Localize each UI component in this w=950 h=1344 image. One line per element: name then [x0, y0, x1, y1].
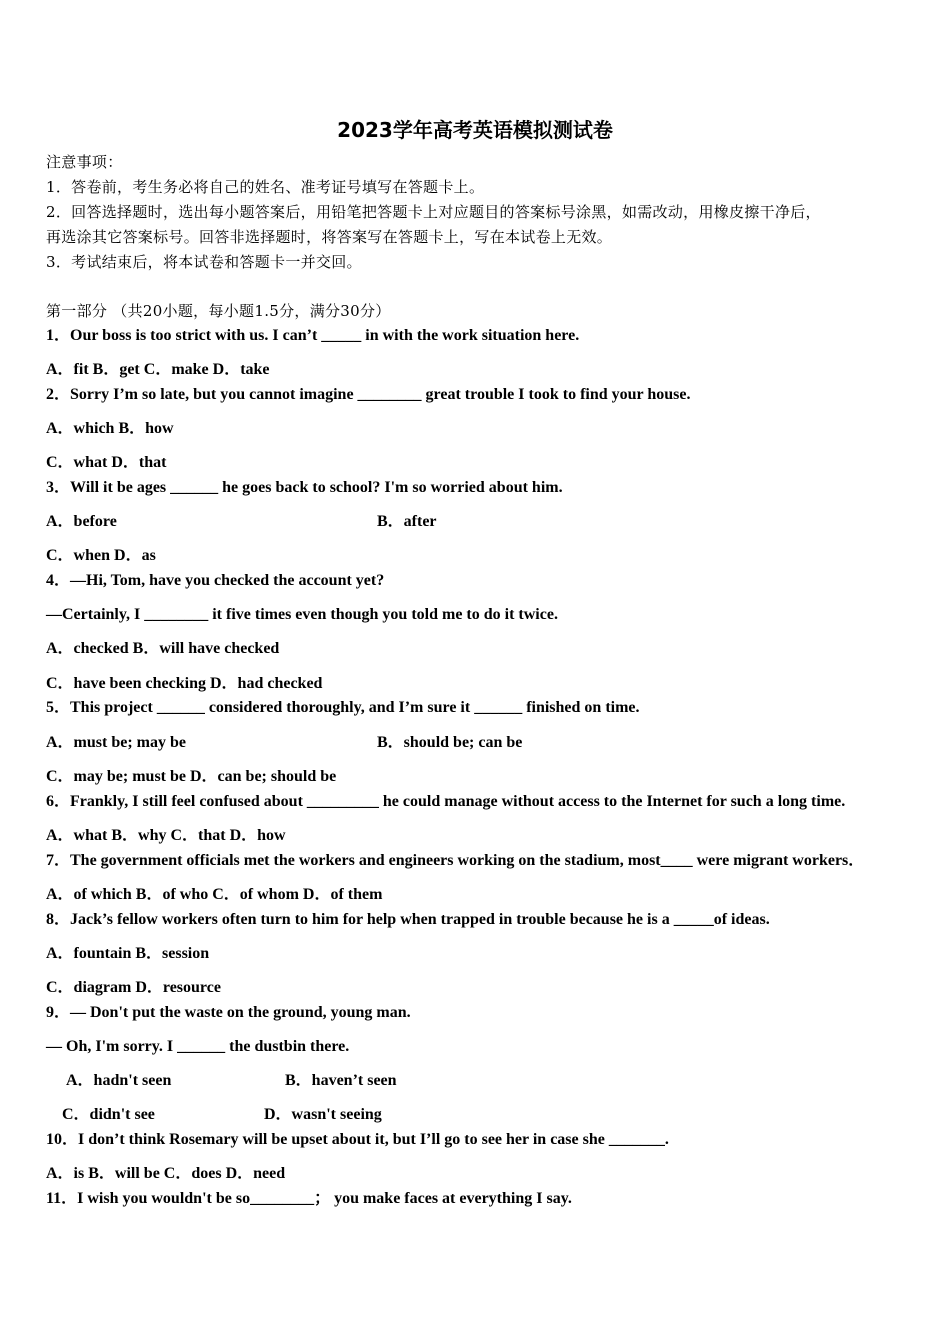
page-title: 2023学年高考英语模拟测试卷 [337, 118, 613, 142]
question-9-option-a: A．hadn't seen [66, 1072, 172, 1089]
question-2: 2．Sorry I’m so late, but you cannot imagine ________ great trouble I took to find your house. [46, 386, 691, 403]
question-9-reply: — Oh, I'm sorry. I ______ the dustbin there. [46, 1038, 350, 1055]
question-2-options-ab: A．which B．how [46, 420, 174, 437]
question-8: 8．Jack’s fellow workers often turn to him for help when trapped in trouble because he is a _____of ideas. [46, 911, 770, 928]
question-7-options: A．of which B．of who C．of whom D．of them [46, 886, 383, 903]
question-3-options-cd: C．when D．as [46, 547, 156, 564]
question-9-option-d: D．wasn't seeing [264, 1106, 382, 1123]
notice-item: 2．回答选择题时，选出每小题答案后，用铅笔把答题卡上对应题目的答案标号涂黑，如需改动，用橡皮擦干净后， [46, 203, 821, 221]
question-2-options-cd: C．what D．that [46, 454, 167, 471]
question-4-reply: —Certainly, I ________ it five times even though you told me to do it twice. [46, 606, 558, 623]
question-3-option-b: B．after [377, 513, 437, 530]
question-8-options-ab: A．fountain B．session [46, 945, 210, 962]
question-5: 5．This project ______ considered thoroughly, and I’m sure it ______ finished on time. [46, 699, 640, 716]
question-3-option-a: A．before [46, 513, 117, 530]
question-3: 3．Will it be ages ______ he goes back to school? I'm so worried about him. [46, 479, 563, 496]
question-1: 1．Our boss is too strict with us. I can’t _____ in with the work situation here. [46, 327, 580, 344]
notice-item: 再选涂其它答案标号。回答非选择题时，将答案写在答题卡上，写在本试卷上无效。 [46, 228, 613, 246]
question-4-options-ab: A．checked B．will have checked [46, 640, 280, 657]
section-heading: 第一部分 （共20小题，每小题1.5分，满分30分） [46, 302, 391, 320]
question-5-options-cd: C．may be; must be D．can be; should be [46, 768, 337, 785]
question-6-options: A．what B．why C．that D．how [46, 827, 286, 844]
question-9-option-c: C．didn't see [62, 1106, 155, 1123]
question-9: 9．— Don't put the waste on the ground, young man. [46, 1004, 411, 1021]
notice-heading: 注意事项： [46, 153, 123, 171]
question-5-option-b: B．should be; can be [377, 734, 523, 751]
question-8-options-cd: C．diagram D．resource [46, 979, 221, 996]
question-4: 4．—Hi, Tom, have you checked the account yet? [46, 572, 385, 589]
notice-item: 3．考试结束后，将本试卷和答题卡一并交回。 [46, 253, 362, 271]
question-7: 7．The government officials met the workers and engineers working on the stadium, most____ were migrant workers． [46, 852, 865, 869]
notice-item: 1．答卷前，考生务必将自己的姓名、准考证号填写在答题卡上。 [46, 178, 485, 196]
question-9-option-b: B．haven’t seen [285, 1072, 397, 1089]
question-10-options: A．is B．will be C．does D．need [46, 1165, 286, 1182]
question-4-options-cd: C．have been checking D．had checked [46, 675, 323, 692]
question-10: 10．I don’t think Rosemary will be upset about it, but I’ll go to see her in case she _______. [46, 1131, 669, 1148]
question-5-option-a: A．must be; may be [46, 734, 186, 751]
question-1-options: A．fit B．get C．make D．take [46, 361, 270, 378]
question-11: 11．I wish you wouldn't be so________； you make faces at everything I say. [46, 1190, 572, 1207]
question-6: 6．Frankly, I still feel confused about _________ he could manage without access to the Internet for such a long time. [46, 793, 846, 810]
